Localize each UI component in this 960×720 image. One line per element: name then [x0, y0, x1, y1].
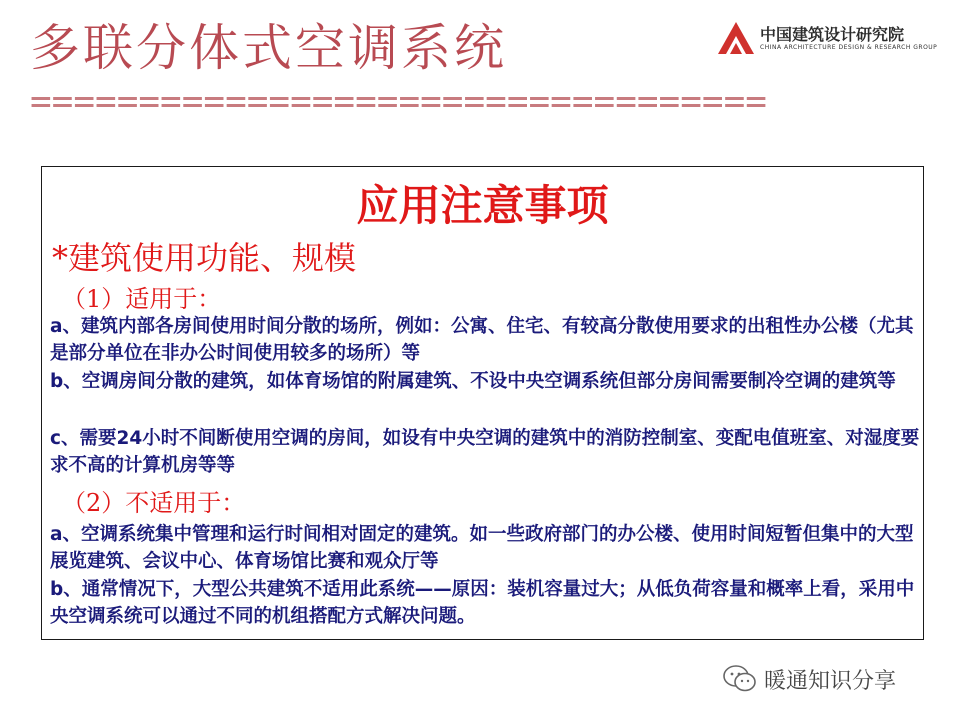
content-box — [41, 166, 924, 640]
logo-text-en: CHINA ARCHITECTURE DESIGN & RESEARCH GROUP — [760, 44, 938, 51]
applicable-item-c: c、需要24小时不间断使用空调的房间，如设有中央空调的建筑中的消防控制室、变配电值班室、对湿度要求不高的计算机房等等 — [50, 428, 920, 476]
watermark-text: 暖通知识分享 — [764, 669, 897, 694]
logo — [716, 20, 936, 60]
not-applicable-heading: （2）不适用于： — [62, 489, 246, 517]
section-heading: *建筑使用功能、规模 — [52, 239, 357, 277]
applicable-heading: （1）适用于： — [62, 285, 222, 313]
box-heading: 应用注意事项 — [356, 181, 609, 230]
title-separator: ================================== — [30, 81, 767, 122]
not-applicable-item-b: b、通常情况下，大型公共建筑不适用此系统——原因：装机容量过大；从低负荷容量和概率上看，采用中央空调系统可以通过不同的机组搭配方式解决问题。 — [50, 579, 915, 627]
logo-text-cn: 中国建筑设计研究院 — [760, 25, 905, 44]
logo-mark-icon — [716, 20, 756, 56]
applicable-item-a: a、建筑内部各房间使用时间分散的场所，例如：公寓、住宅、有较高分散使用要求的出租性办公楼（尤其是部分单位在非办公时间使用较多的场所）等 — [50, 316, 914, 364]
slide-title: 多联分体式空调系统 — [30, 19, 507, 77]
applicable-item-b: b、空调房间分散的建筑，如体育场馆的附属建筑、不设中央空调系统但部分房间需要制冷空调的建筑等 — [50, 371, 896, 392]
not-applicable-item-a: a、空调系统集中管理和运行时间相对固定的建筑。如一些政府部门的办公楼、使用时间短暂但集中的大型展览建筑、会议中心、体育场馆比赛和观众厅等 — [50, 524, 914, 572]
wechat-icon — [722, 664, 758, 694]
